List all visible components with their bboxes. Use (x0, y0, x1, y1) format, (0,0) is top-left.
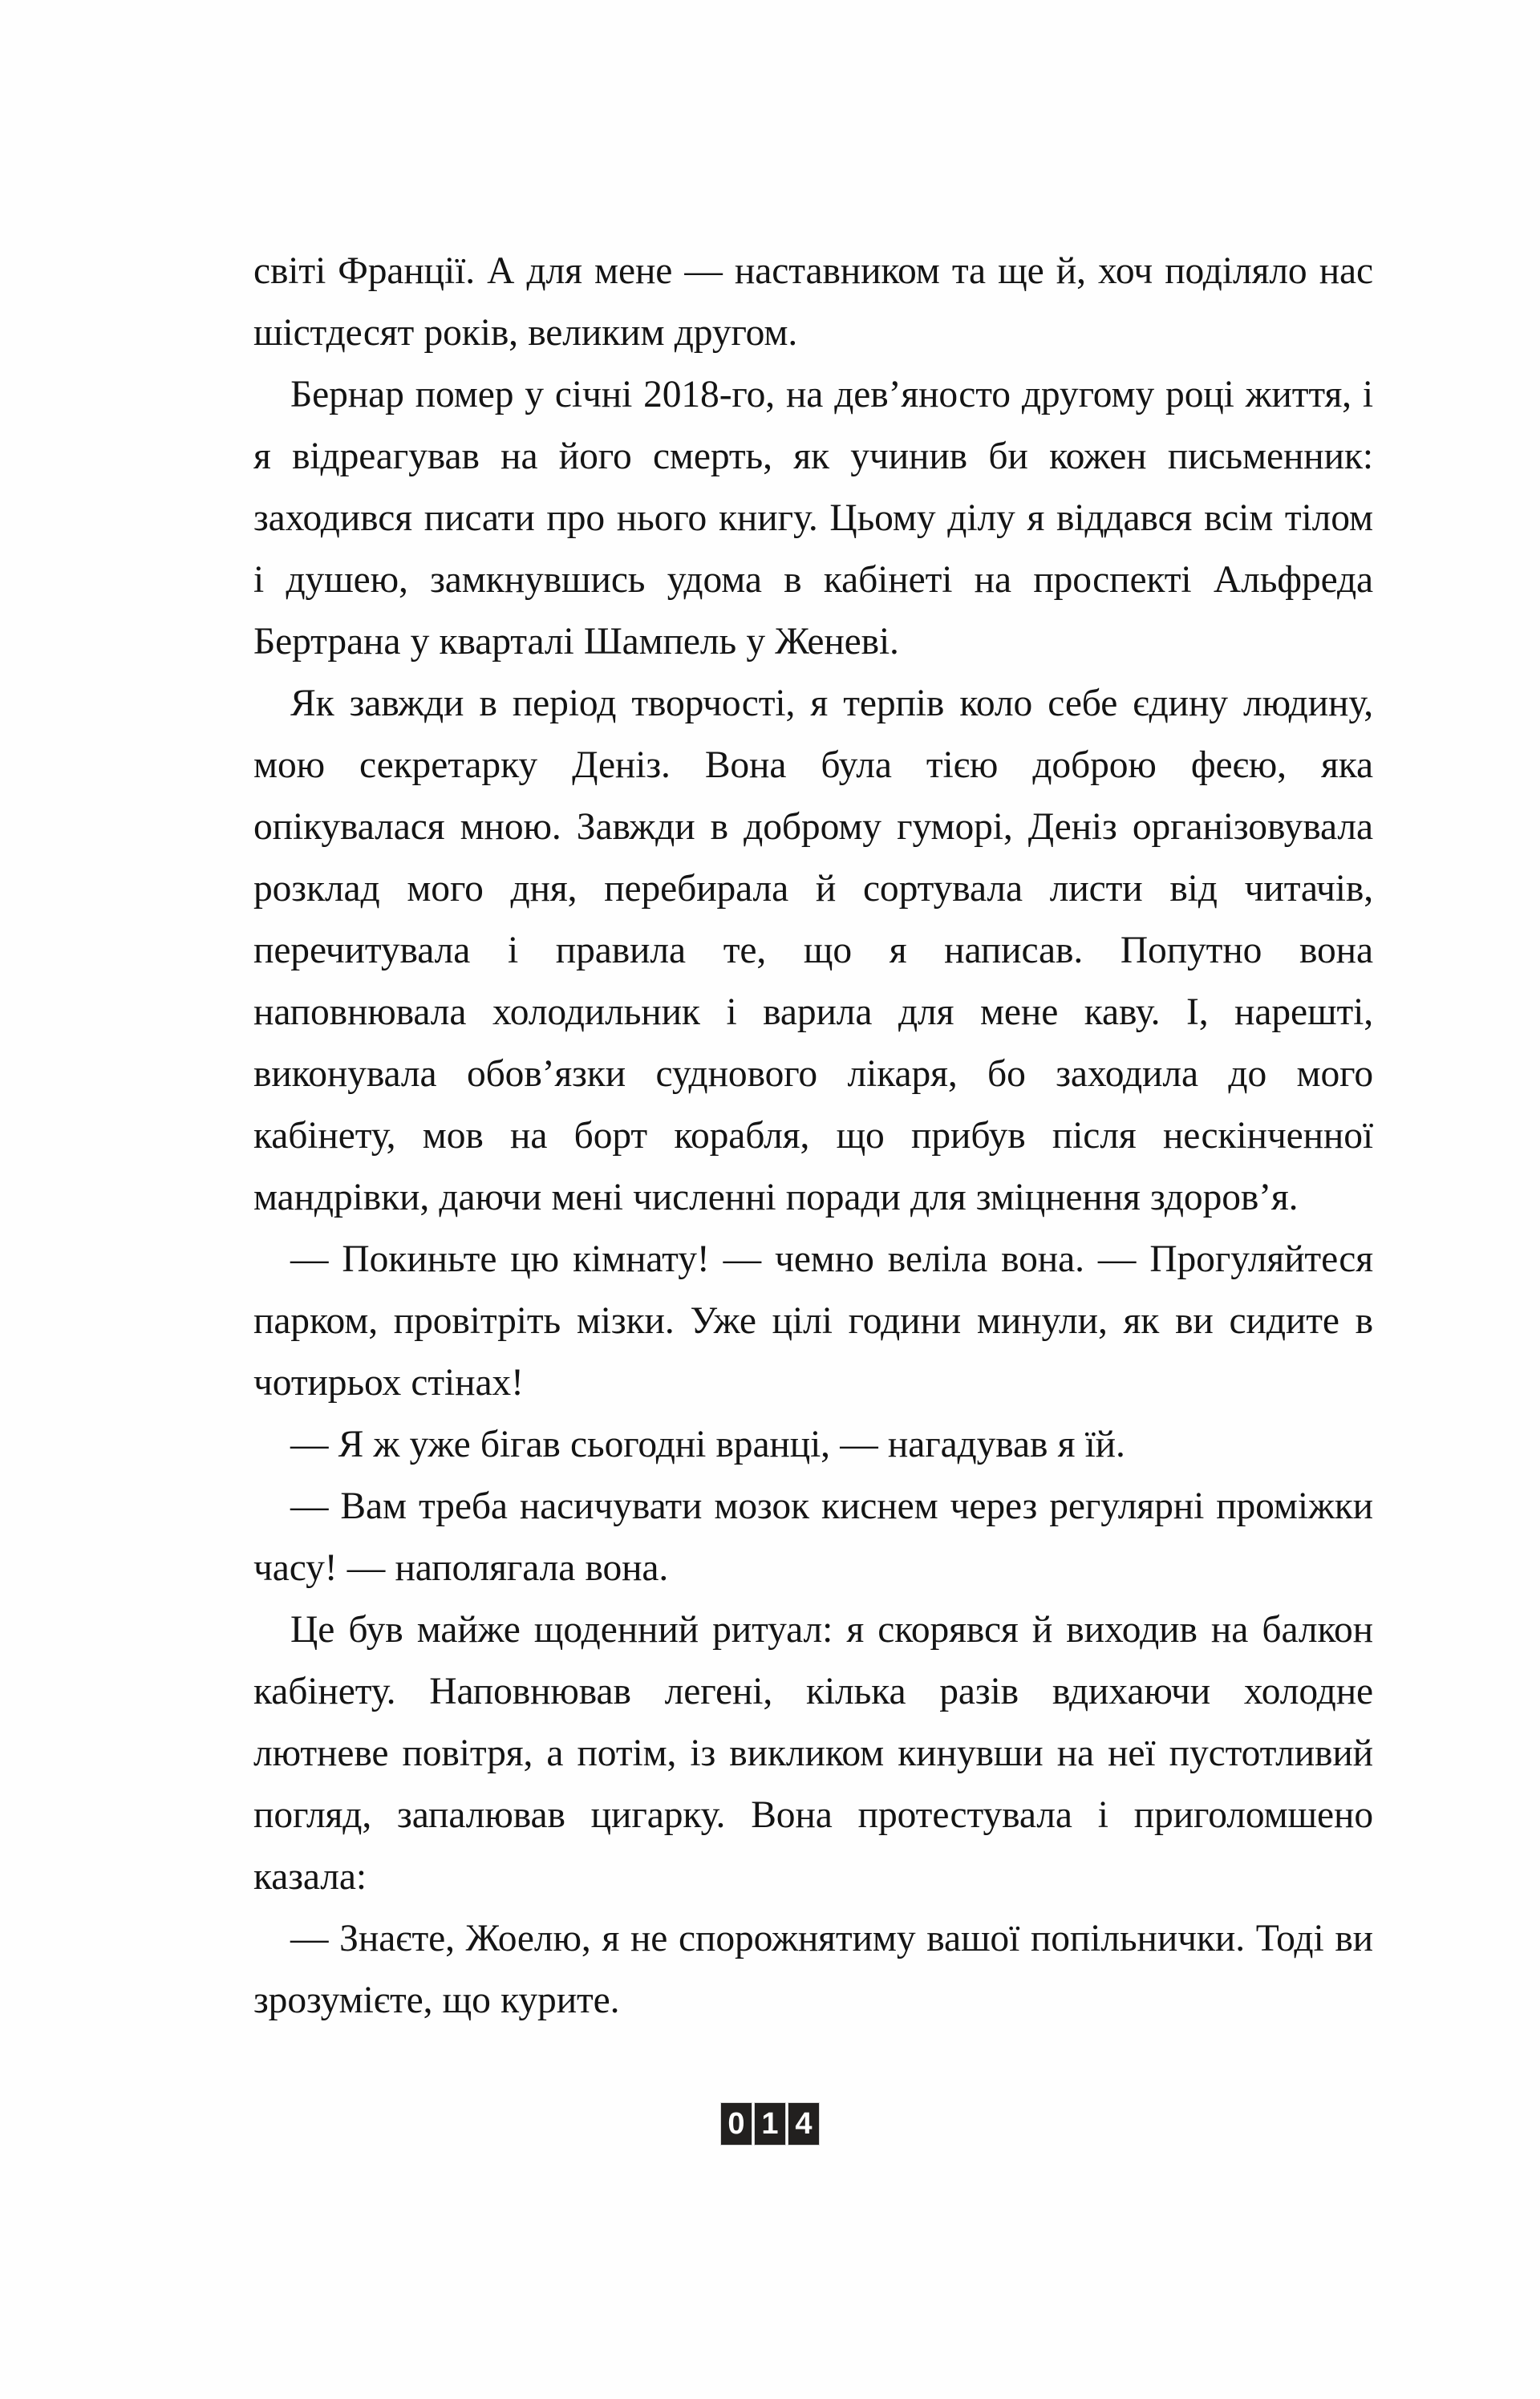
paragraph-4-dialogue: — Покиньте цю кімнату! — чемно веліла вона. — Прогуляйтеся парком, провітріть мізки. Уже цілі години минули, як ви сидите в чотирьох стінах! (253, 1238, 1373, 1404)
paragraph-1: світі Франції. А для мене — наставником та ще й, хоч поділяло нас шістдесят років, великим другом. (253, 250, 1373, 354)
paragraph-7: Це був майже щоденний ритуал: я скорявся й виходив на балкон кабінету. Наповнював легені, кілька разів вдихаючи холодне лютневе повітря, а потім, із викликом кинувши на неї пустотливий погляд, запалював цигарку. Вона протестувала і приголомшено казала: (253, 1609, 1373, 1898)
page-number-digit-2: 1 (755, 2103, 785, 2145)
paragraph-2: Бернар помер у січні 2018-го, на дев’яносто другому році життя, і я відреагував на його смерть, як учинив би кожен письменник: заходився писати про нього книгу. Цьому ділу я віддався всім тілом і душею, замкнувшись удома в кабінеті на проспекті Альфреда Бертрана у кварталі Шампель у Женеві. (253, 374, 1373, 663)
page-number-digit-3: 4 (788, 2103, 819, 2145)
paragraph-8-dialogue: — Знаєте, Жоелю, я не спорожнятиму вашої попільнички. Тоді ви зрозумієте, що курите. (253, 1918, 1373, 2021)
body-text-column (253, 241, 1373, 2032)
paragraph-5-dialogue: — Я ж уже бігав сьогодні вранці, — нагадував я їй. (290, 1424, 1125, 1465)
page-number-digit-1: 0 (721, 2103, 752, 2145)
paragraph-3: Як завжди в період творчості, я терпів коло себе єдину людину, мою секретарку Деніз. Вона була тією доброю феєю, яка опікувалася мною. Завжди в доброму гуморі, Деніз організовувала розклад мого дня, перебирала й сортувала листи від читачів, перечитувала і правила те, що я написав. Попутно вона наповнювала холодильник і варила для мене каву. І, нарешті, виконувала обов’язки суднового лікаря, бо заходила до мого кабінету, мов на борт корабля, що прибув після нескінченної мандрівки, даючи мені численні поради для зміцнення здоров’я. (253, 683, 1373, 1218)
page-number-badge (0, 2103, 1540, 2145)
paragraph-6-dialogue: — Вам треба насичувати мозок киснем через регулярні проміжки часу! — наполягала вона. (253, 1485, 1373, 1589)
